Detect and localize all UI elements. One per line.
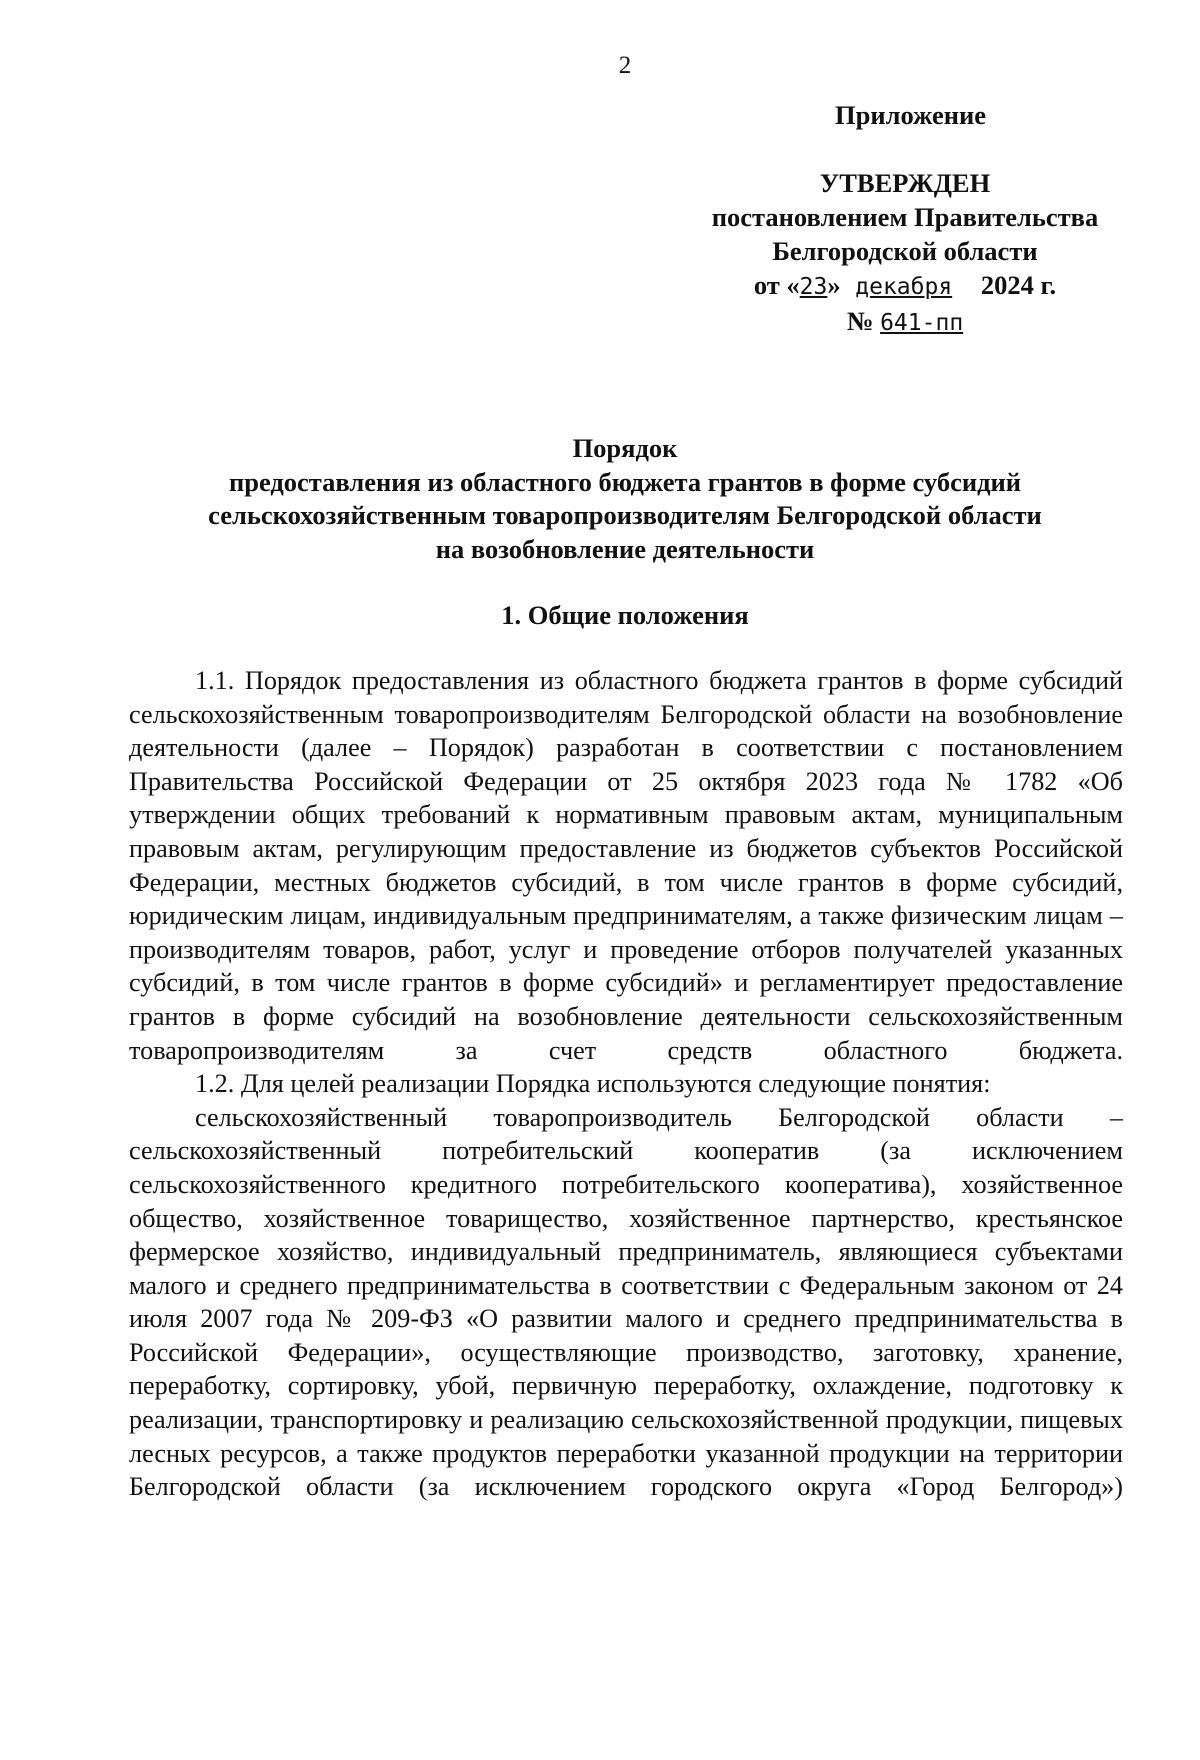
document-title xyxy=(120,432,1130,566)
paragraph-1-1: 1.1. Порядок предоставления из областного бюджета грантов в форме субсидий сельскохозяйственным товаропроизводителям Белгородской области на возобновление деятельности (далее – Порядок) разработан в соответствии с постановлением Правительства Российской Федерации от 25 октября 2023 года № 1782 «Об утверждении общих требований к нормативным правовым актам, муниципальным правовым актам, регулирующим предоставление из бюджетов субъектов Российской Федерации, местных бюджетов субсидий, в том числе грантов в форме субсидий, юридическим лицам, индивидуальным предпринимателям, а также физическим лицам – производителям товаров, работ, услуг и проведение отборов получателей указанных субсидий, в том числе грантов в форме субсидий» и регламентирует предоставление грантов в форме субсидий на возобновление деятельности сельскохозяйственным товаропроизводителям за счет средств областного бюджета. xyxy=(129,666,1123,1065)
paragraph-1-2: 1.2. Для целей реализации Порядка используются следующие понятия: xyxy=(195,1069,991,1099)
approval-date xyxy=(685,268,1125,304)
number-prefix: № xyxy=(846,306,881,336)
appendix-label: Приложение xyxy=(835,100,987,130)
date-month: декабря xyxy=(855,274,953,300)
date-year: 2024 г. xyxy=(980,270,1057,300)
date-day: 23 xyxy=(799,274,828,300)
title-line3: сельскохозяйственным товаропроизводителям Белгородской области xyxy=(208,500,1042,530)
section-heading: 1. Общие положения xyxy=(501,600,749,630)
title-line4: на возобновление деятельности xyxy=(435,533,815,564)
date-mid: » xyxy=(827,270,848,300)
approval-number xyxy=(685,304,1125,340)
approved-by-line2: Белгородской области xyxy=(772,236,1038,266)
number-value: 641-пп xyxy=(880,310,964,336)
date-prefix: от « xyxy=(753,270,800,300)
paragraph-1-2-definition: сельскохозяйственный товаропроизводитель Белгородской области – сельскохозяйственный потребительский кооператив (за исключением сельскохозяйственного кредитного потребительского кооператива), хозяйственное общество, хозяйственное товарищество, хозяйственное партнерство, крестьянское фермерское хозяйство, индивидуальный предприниматель, являющиеся субъектами малого и среднего предпринимательства в соответствии с Федеральным законом от 24 июля 2007 года № 209-ФЗ «О развитии малого и среднего предпринимательства в Российской Федерации», осуществляющие производство, заготовку, хранение, переработку, сортировку, убой, первичную переработку, охлаждение, подготовку к реализации, транспортировку и реализацию сельскохозяйственной продукции, пищевых лесных ресурсов, а также продуктов переработки указанной продукции на территории Белгородской области (за исключением городского округа «Город Белгород») xyxy=(129,1102,1123,1502)
title-line1: Порядок xyxy=(572,433,678,463)
approved-label: УТВЕРЖДЕН xyxy=(819,168,991,198)
title-line2: предоставления из областного бюджета грантов в форме субсидий xyxy=(228,466,1022,497)
approval-block xyxy=(685,166,1125,340)
approved-by-line1: постановлением Правительства xyxy=(711,202,1099,232)
body-text xyxy=(129,664,1123,1504)
page-number: 2 xyxy=(618,52,632,79)
